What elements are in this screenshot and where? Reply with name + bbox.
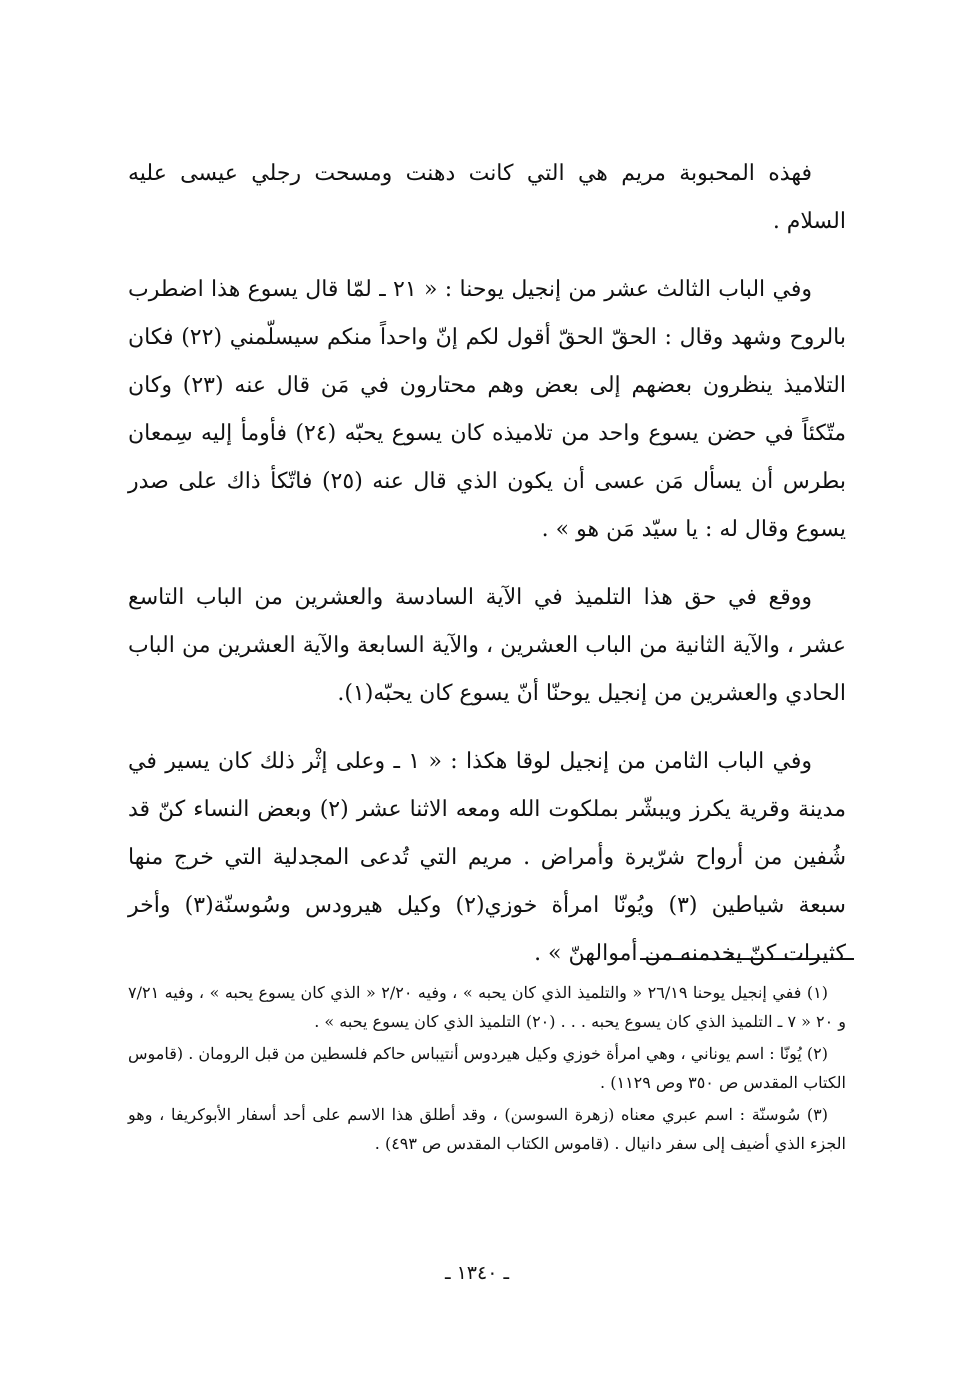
main-text — [128, 150, 846, 998]
footnote-3: (٣) سُوسنّة : اسم عبري معناه (زهرة السوسن) ، وقد أطلق هذا الاسم على أحد أسفار الأبوكريفا ، وهو الجزء الذي أضيف إلى سفر دانيال . (قاموس الكتاب المقدس ص ٤٩٣) . — [128, 1105, 846, 1153]
paragraph-2: وفي الباب الثالث عشر من إنجيل يوحنا : « ٢١ ـ لمّا قال يسوع هذا اضطرب بالروح وشهد وقال : الحقّ الحقّ أقول لكم إنّ واحداً منكم سيسلّمني (٢٢) فكان التلاميذ ينظرون بعضهم إلى بعض وهم محتارون في مَن قال عنه (٢٣) وكان متّكئاً في حضن يسوع واحد من تلاميذه كان يسوع يحبّه (٢٤) فأومأ إليه سِمعان بطرس أن يسأل مَن عسى أن يكون الذي قال عنه (٢٥) فاتّكأ ذاك على صدر يسوع وقال له : يا سيّد مَن هو » . — [128, 277, 846, 542]
footnote-1: (١) ففي إنجيل يوحنا ٢٦/١٩ « والتلميذ الذي كان يحبه » ، وفيه ٢/٢٠ « الذي كان يسوع يحبه » ، وفيه ٧/٢١ و ٢٠ « ٧ ـ التلميذ الذي كان يسوع يحبه . . . (٢٠) التلميذ الذي كان يسوع يحبه » . — [128, 983, 846, 1031]
footnotes — [128, 978, 846, 1161]
paragraph-4: وفي الباب الثامن من إنجيل لوقا هكذا : « ١ ـ وعلى إثْر ذلك كان يسير في مدينة وقرية يكرز ويبشّر بملكوت الله ومعه الاثنا عشر (٢) وبعض النساء كنّ قد شُفين من أرواح شرّيرة وأمراض . مريم التي تُدعى المجدلية التي خرج منها سبعة شياطين (٣) ويُونّا امرأة خوزي(٢) وكيل هيرودس وسُوسنّة(٣) وأخر كثيرات كنّ يخدمنه من أموالهنّ » . — [128, 749, 847, 966]
page-number: ـ ١٣٤٠ ـ — [444, 1262, 510, 1284]
paragraph-3: ووقع في حق هذا التلميذ في الآية السادسة والعشرين من الباب التاسع عشر ، والآية الثانية من الباب العشرين ، والآية السابعة والآية العشرين من الباب الحادي والعشرين من إنجيل يوحنّا أنّ يسوع كان يحبّه(١). — [128, 585, 846, 706]
footnote-2: (٢) يُونّا : اسم يوناني ، وهي امرأة خوزي وكيل هيردوس أنتيباس حاكم فلسطين من قبل الرومان . (قاموس الكتاب المقدس ص ٣٥٠ وص ١١٢٩) . — [128, 1044, 846, 1092]
footnote-separator — [640, 958, 854, 960]
paragraph-1: فهذه المحبوبة مريم هي التي كانت دهنت ومسحت رجلي عيسى عليه السلام . — [128, 161, 846, 234]
